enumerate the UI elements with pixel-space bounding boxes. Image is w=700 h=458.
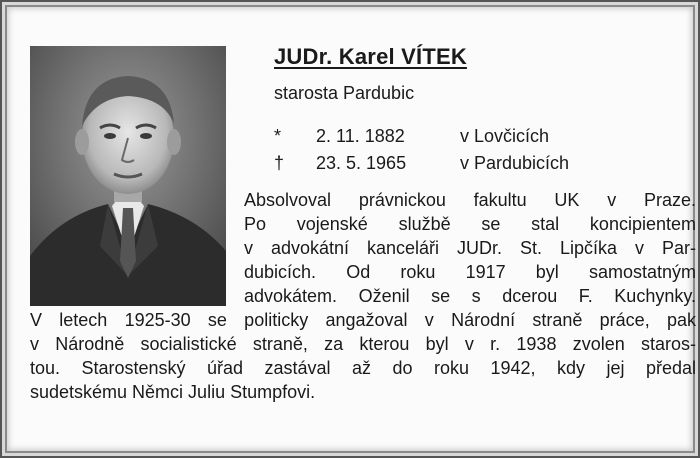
- birth-place: v Lovčicích: [460, 126, 550, 146]
- death-place: v Pardubicích: [460, 153, 570, 173]
- bio-line: Absolvoval právnickou fakultu UK v Praze.: [244, 190, 696, 210]
- bio-line: v Národně socialistické straně, za kterou byl v r. 1938 zvolen staros-: [30, 334, 696, 354]
- bio-line: advokátem. Oženil se s dcerou F. Kuchynky.: [244, 286, 696, 306]
- death-date: 23. 5. 1965: [316, 153, 407, 173]
- bio-line: tou. Starostenský úřad zastával až do roku 1942, kdy jej předal: [30, 358, 696, 378]
- portrait-photo: [30, 46, 226, 306]
- death-symbol: †: [274, 153, 285, 173]
- birth-date: 2. 11. 1882: [316, 126, 405, 146]
- birth-symbol: *: [274, 126, 282, 146]
- bio-line: V letech 1925-30 se politicky angažoval v Národní straně práce, pak: [30, 310, 696, 330]
- biography-text-upper: [244, 188, 696, 308]
- bio-line: dubicích. Od roku 1917 byl samostatným: [244, 262, 696, 282]
- bio-line: v advokátní kanceláři JUDr. St. Lipčíka v Par-: [244, 238, 696, 258]
- bio-line: Po vojenské službě se stal koncipientem: [244, 214, 696, 234]
- biography-text-lower: [30, 308, 696, 404]
- bio-line: sudetskému Němci Juliu Stumpfovi.: [30, 382, 316, 402]
- person-role: starosta Pardubic: [274, 83, 415, 103]
- person-name: JUDr. Karel VÍTEK: [274, 44, 467, 69]
